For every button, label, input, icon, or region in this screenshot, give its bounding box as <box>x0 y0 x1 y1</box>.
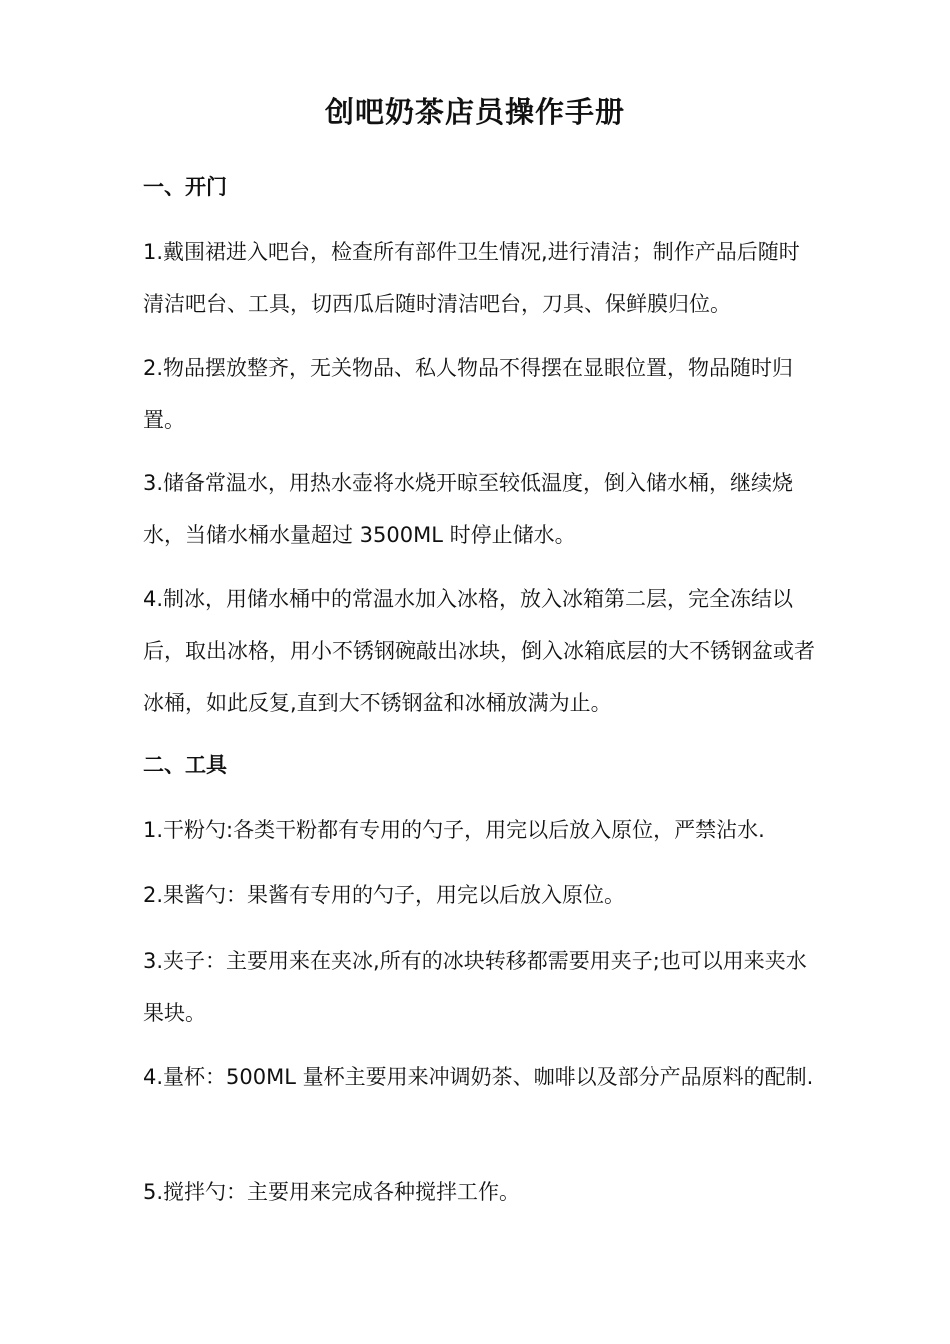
section-heading-open: 一、开门 <box>143 175 227 199</box>
tools-item-5: 5.搅拌勺：主要用来完成各种搅拌工作。 <box>143 1180 521 1204</box>
tools-item-3: 3.夹子：主要用来在夹冰,所有的冰块转移都需要用夹子;也可以用来夹水果块。 <box>143 949 807 1025</box>
open-item-4: 4.制冰，用储水桶中的常温水加入冰格，放入冰箱第二层，完全冻结以后，取出冰格，用小不锈钢碗敲出冰块，倒入冰箱底层的大不锈钢盆或者冰桶，如此反复,直到大不锈钢盆和冰桶放满为止。 <box>143 587 815 715</box>
open-item-1: 1.戴围裙进入吧台，检查所有部件卫生情况,进行清洁；制作产品后随时清洁吧台、工具，切西瓜后随时清洁吧台，刀具、保鲜膜归位。 <box>143 240 800 316</box>
open-item-2: 2.物品摆放整齐，无关物品、私人物品不得摆在显眼位置，物品随时归置。 <box>143 356 794 432</box>
tools-item-2: 2.果酱勺：果酱有专用的勺子，用完以后放入原位。 <box>143 883 626 907</box>
document-title: 创吧奶茶店员操作手册 <box>324 95 625 129</box>
tools-item-1: 1.干粉勺:各类干粉都有专用的勺子，用完以后放入原位，严禁沾水. <box>143 818 765 842</box>
tools-item-4: 4.量杯：500ML 量杯主要用来冲调奶茶、咖啡以及部分产品原料的配制. <box>143 1065 814 1089</box>
open-item-3: 3.储备常温水，用热水壶将水烧开晾至较低温度，倒入储水桶，继续烧水，当储水桶水量超过 3500ML 时停止储水。 <box>143 471 794 547</box>
section-heading-tools: 二、工具 <box>143 753 227 777</box>
